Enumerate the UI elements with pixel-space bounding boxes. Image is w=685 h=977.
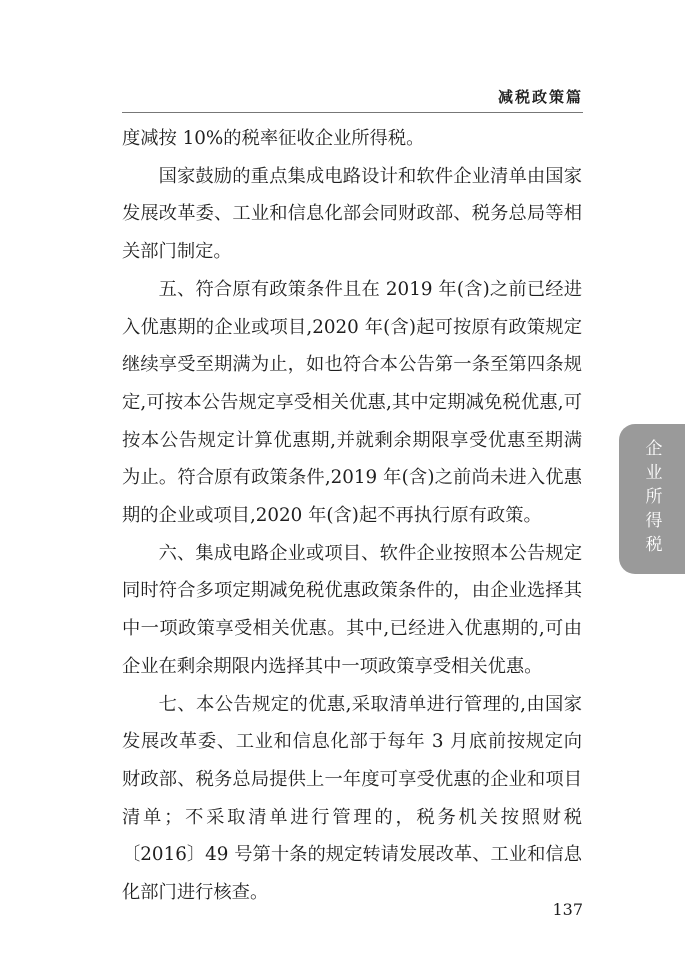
paragraph-key-enterprise-list: 国家鼓励的重点集成电路设计和软件企业清单由国家发展改革委、工业和信息化部会同财政部、税务总局等相关部门制定。 (122, 165, 582, 263)
section-tab (619, 424, 685, 574)
paragraph-article-6: 六、集成电路企业或项目、软件企业按照本公告规定同时符合多项定期减免税优惠政策条件的，由企业选择其中一项政策享受相关优惠。其中,已经进入优惠期的,可由企业在剩余期限内选择其中一项政策享受相关优惠。 (122, 542, 582, 677)
running-head: 减税政策篇 (497, 88, 583, 106)
paragraph-continuation: 度减按 10%的税率征收企业所得税。 (122, 128, 425, 149)
paragraph-article-7: 七、本公告规定的优惠,采取清单进行管理的,由国家发展改革委、工业和信息化部于每年 3 月底前按规定向财政部、税务总局提供上一年度可享受优惠的企业和项目清单；不采取清单进行管理的，税务机关按照财税〔2016〕49 号第十条的规定转请发展改革、工业和信息化部门进行核查。 (122, 693, 582, 904)
body-text (122, 120, 582, 912)
page-number: 137 (552, 900, 583, 919)
paragraph-article-5: 五、符合原有政策条件且在 2019 年(含)之前已经进入优惠期的企业或项目,2020 年(含)起可按原有政策规定继续享受至期满为止，如也符合本公告第一条至第四条规定,可按本公告规定享受相关优惠,其中定期减免税优惠,可按本公告规定计算优惠期,并就剩余期限享受优惠至期满为止。符合原有政策条件,2019 年(含)之前尚未进入优惠期的企业或项目,2020 年(含)起不再执行原有政策。 (122, 278, 582, 527)
section-tab-label: 企业所得税 (641, 439, 662, 559)
header-rule (122, 112, 583, 113)
